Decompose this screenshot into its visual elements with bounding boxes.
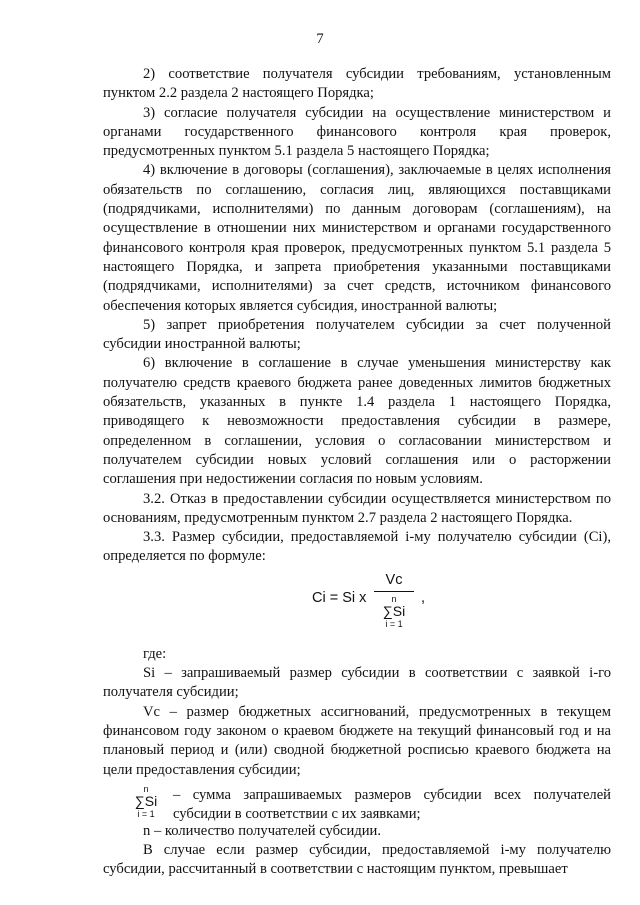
- paragraph-section-3-3: 3.3. Размер субсидии, предоставляемой i-му получателю субсидии (Ci), определяется по формуле:: [103, 529, 611, 565]
- formula-comma: ,: [421, 589, 426, 606]
- paragraph-section-3-2: 3.2. Отказ в предоставлении субсидии осуществляется министерством по основаниям, предусмотренным пунктом 2.7 раздела 2 настоящего Порядка.: [103, 490, 611, 526]
- sum-upper-limit: n: [143, 783, 149, 794]
- formula-fraction: [374, 571, 414, 640]
- subsidy-formula: [103, 571, 611, 645]
- definition-n: n – количество получателей субсидии.: [143, 822, 382, 839]
- paragraph-item-3: 3) согласие получателя субсидии на осуществление министерством и органами государственного финансового контроля края проверок, предусмотренных пунктом 5.1 раздела 5 настоящего Порядка;: [103, 104, 611, 160]
- sum-upper-limit: n: [391, 593, 397, 604]
- definition-sum-text: – сумма запрашиваемых размеров субсидии всех получателей субсидии в соответствии с их заявками;: [173, 786, 611, 823]
- sum-body: ∑Si: [134, 792, 158, 809]
- formula-numerator: Vс: [385, 571, 403, 588]
- sum-body: ∑Si: [382, 602, 406, 619]
- sum-lower-limit: i = 1: [385, 618, 403, 629]
- page-number: 7: [316, 31, 324, 47]
- definition-sum: [103, 782, 611, 822]
- formula-lhs: Ci = Si x: [312, 589, 367, 606]
- definition-sum-symbol: [131, 784, 161, 819]
- paragraph-closing: В случае если размер субсидии, предоставляемой i-му получателю субсидии, рассчитанный в соответствии с настоящим пунктом, превышает: [103, 842, 611, 878]
- definition-vc: Vс – размер бюджетных ассигнований, предусмотренных в текущем финансовом году законом о краевом бюджете на текущий финансовый год и на плановый период и (или) сводной бюджетной росписью краевого бюджета на цели предоставления субсидии;: [103, 703, 611, 778]
- sum-lower-limit: i = 1: [137, 808, 155, 819]
- paragraph-item-6: 6) включение в соглашение в случае уменьшения министерству как получателю средств краевого бюджета ранее доведенных лимитов бюджетных обязательств, указанных в пункте 1.4 раздела 1 настоящего Порядка, приводящего к невозможности предоставления субсидии в размере, определенном в соглашении, условия о согласовании министерством и получателем субсидии новых условий соглашения или о расторжении соглашения при недостижении согласия по новым условиям.: [103, 355, 611, 488]
- paragraph-item-5: 5) запрет приобретения получателем субсидии за счет полученной субсидии иностранной валюты;: [103, 316, 611, 353]
- where-label: где:: [143, 645, 167, 662]
- document-body: [103, 65, 611, 880]
- formula-denominator: [374, 594, 414, 640]
- paragraph-item-4: 4) включение в договоры (соглашения), заключаемые в целях исполнения обязательств по соглашению, согласия лиц, являющихся поставщиками (подрядчиками, исполнителями) по данным договорам (соглашениям), на осуществление в отношении них министерством и органами государственного финансового контроля края проверок, предусмотренных пунктом 5.1 раздела 5 настоящего Порядка, и запрета приобретения указанными поставщиками (подрядчиками, исполнителями) за счет средств, источником финансового обеспечения которых является субсидия, иностранной валюты;: [103, 162, 611, 314]
- formula-sum: [379, 594, 409, 629]
- fraction-bar: [374, 591, 414, 592]
- paragraph-item-2: 2) соответствие получателя субсидии требованиям, установленным пунктом 2.2 раздела 2 настоящего Порядка;: [103, 66, 611, 102]
- definition-si: Si – запрашиваемый размер субсидии в соответствии с заявкой i-го получателя субсидии;: [103, 665, 611, 701]
